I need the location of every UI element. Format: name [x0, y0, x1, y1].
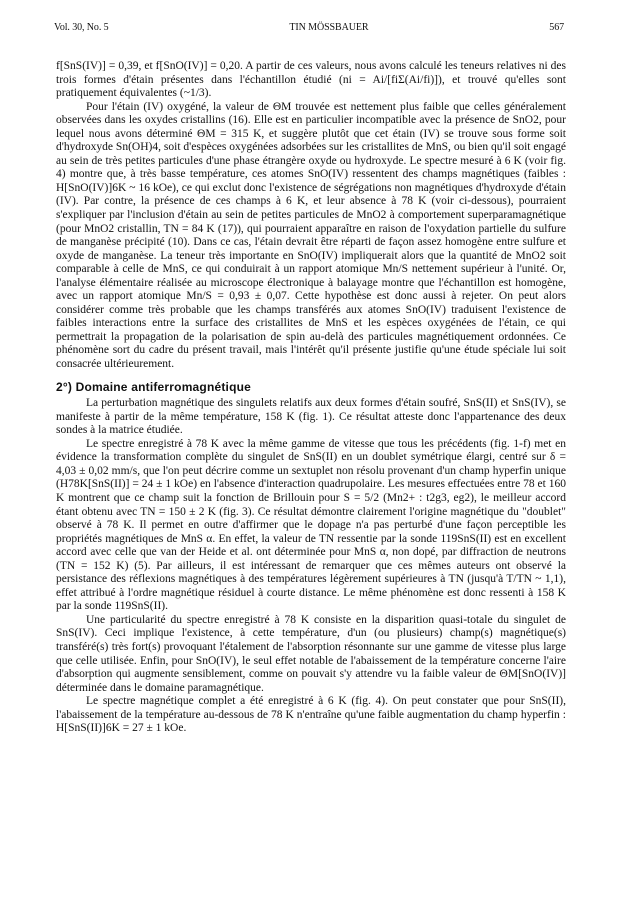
paragraph-6: Le spectre magnétique complet a été enregistré à 6 K (fig. 4). On peut constater que pour SnS(II), l'abaissement de la température au-dessous de 78 K n'entraîne qu'une faible augmentation du champ hyperfin : H[SnS(II)]6K = 27 ± 1 kOe.	[56, 695, 566, 735]
paragraph-5: Une particularité du spectre enregistré à 78 K consiste en la disparition quasi-totale du singulet de SnS(IV). Ceci implique l'existence, à cette température, d'un (ou plusieurs) champ(s) magnétique(s) transféré(s) très fort(s) provoquant l'étalement de l'absorption résonnante sur une gamme de vitesse plus large que celle utilisée. Enfin, pour SnO(IV), le seul effet notable de l'abaissement de la température concerne l'aire d'absorption qui augmente sensiblement, comme on pouvait s'y attendre vu la faible valeur de ΘM[SnO(IV)] déterminée dans le domaine paramagnétique.	[56, 613, 566, 694]
article-body	[56, 60, 566, 736]
paragraph-4: Le spectre enregistré à 78 K avec la même gamme de vitesse que tous les précédents (fig. 1-f) met en évidence la transformation complète du singulet de SnS(II) en un doublet symétrique élargi, centré sur δ = 4,03 ± 0,02 mm/s, que l'on peut décrire comme un sextuplet non résolu provenant d'un champ hyperfin unique (H78K[SnS(II)] = 24 ± 1 kOe) en l'absence d'interaction quadrupolaire. Les mesures effectuées entre 78 et 160 K montrent que ce champ suit la fonction de Brillouin pour S = 5/2 (Mn2+ : t2g3, eg2), le meilleur accord étant obtenu avec TN = 150 ± 2 K (fig. 3). Ce résultat démontre clairement l'origine magnétique du "doublet" observé à 78 K. Il permet en outre d'affirmer que le dopage n'a pas perturbé d'une façon perceptible les propriétés magnétiques de MnS α. En effet, la valeur de TN ressentie par la sonde 119SnS(II) est en excellent accord avec celle que van der Heide et al. ont déterminée pour MnS α, non dopé, par diffraction de neutrons (TN = 152 K) (5). Par ailleurs, il est intéressant de remarquer que ces mêmes auteurs ont observé la persistance des réflexions magnétiques à des températures légèrement supérieures à TN (jusqu'à T/TN ~ 1,1), effet attribué à l'ordre magnétique résiduel à courte distance. Le même phénomène est donc ressenti à 158 K par la sonde 119SnS(II).	[56, 437, 566, 613]
running-header	[54, 22, 564, 33]
volume-number: Vol. 30, No. 5	[54, 22, 109, 33]
section-heading: 2°) Domaine antiferromagnétique	[56, 379, 252, 394]
paragraph-3: La perturbation magnétique des singulets relatifs aux deux formes d'étain soufré, SnS(II) et SnS(IV), se manifeste à partir de la même température, 158 K (fig. 1). Ce résultat atteste donc l'appartenance des deux sondes à la matrice étudiée.	[56, 397, 566, 437]
running-title: TIN MÖSSBAUER	[289, 22, 369, 33]
page-number: 567	[549, 22, 564, 33]
paragraph-2: Pour l'étain (IV) oxygéné, la valeur de ΘM trouvée est nettement plus faible que celles généralement observées dans les oxydes cristallins (16). Elle est en particulier incompatible avec la présence de SnO2, pour lequel nous avons déterminé ΘM = 315 K, et suggère plutôt que cet étain (IV) se trouve sous forme soit d'hydroxyde Sn(OH)4, soit d'espèces oxygénées adsorbées sur les cristallites de MnS, ou bien qu'il soit engagé au sein de très petites particules d'une phase étrangère oxyde ou hydroxyde. Le spectre mesuré à 6 K (voir fig. 4) montre que, à très basse température, ces atomes SnO(IV) ressentent des champs magnétiques (faibles : H[SnO(IV)]6K ~ 16 kOe), ce qui exclut donc l'existence de ségrégations non magnétiques d'hydroxyde d'étain (IV). Par contre, la présence de ces champs à 6 K, et leur absence à 78 K (voir ci-dessous), pourraient s'expliquer par l'inclusion d'étain au sein de petites particules de MnO2 à comportement superparamagnétique (pour MnO2 cristallin, TN = 84 K (17)), qui pourraient apparaître en raison de l'oxydation partielle du sulfure de manganèse précipité (10). Dans ce cas, l'étain devrait être réparti de façon assez homogène entre sulfure et oxyde de manganèse. La teneur très importante en SnO(IV) impliquerait alors que la quantité de MnO2 soit comparable à celle de MnS, ce qui conduirait à un rapport atomique Mn/S nettement supérieur à l'unité. Or, l'analyse élémentaire réalisée au microscope électronique à balayage montre que l'échantillon est homogène, avec un rapport atomique Mn/S = 0,93 ± 0,07. Cette hypothèse est donc aussi à rejeter. On peut alors considérer comme très probable que les champs transférés aux atomes SnO(IV) traduisent l'existence de faibles interactions entre la surface des cristallites de MnS et les espèces oxygénées de l'étain, ce qui permettrait la propagation de la polarisation de spin au-delà des particules magnétiquement ordonnées. Ce phénomène sort du cadre du présent travail, mais l'intérêt qu'il présente justifie qu'une étude spéciale lui soit consacrée ultérieurement.	[56, 100, 566, 371]
paragraph-1: f[SnS(IV)] = 0,39, et f[SnO(IV)] = 0,20. A partir de ces valeurs, nous avons calculé les teneurs relatives ni des trois formes d'étain présentes dans l'échantillon étudié (ni = Ai/[fiΣ(Ai/fi)]), et trouvé qu'elles sont pratiquement équivalentes (~1/3).	[56, 60, 566, 100]
